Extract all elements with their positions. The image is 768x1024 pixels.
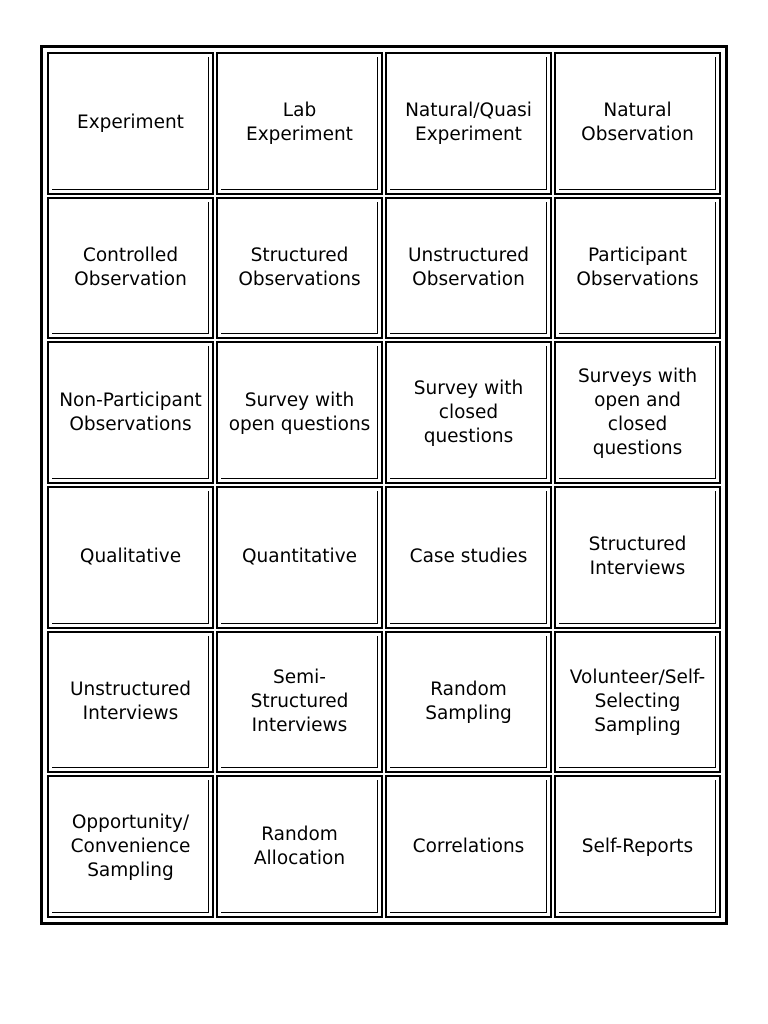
card-r2-c2 xyxy=(384,340,553,485)
card-label: Unstructured Observation xyxy=(408,244,529,290)
card-label: Survey with closed questions xyxy=(413,377,524,447)
card-r4-c0 xyxy=(46,630,215,775)
card-label: Unstructured Interviews xyxy=(70,678,191,724)
card-label: Natural/Quasi Experiment xyxy=(405,100,532,146)
card-r5-c2 xyxy=(384,774,553,919)
card-r4-c3 xyxy=(553,630,722,775)
card-r1-c3 xyxy=(553,196,722,341)
card-r0-c3 xyxy=(553,51,722,196)
card-label: Self-Reports xyxy=(581,835,694,857)
card-r1-c2 xyxy=(384,196,553,341)
card-label: Case studies xyxy=(409,546,528,568)
card-label: Structured Interviews xyxy=(588,534,687,580)
card-label: Volunteer/Self- Selecting Sampling xyxy=(569,666,706,736)
card-r0-c0 xyxy=(46,51,215,196)
card-r3-c0 xyxy=(46,485,215,630)
card-grid xyxy=(46,51,722,919)
card-r3-c3 xyxy=(553,485,722,630)
card-label: Surveys with open and closed questions xyxy=(577,365,698,459)
card-r1-c0 xyxy=(46,196,215,341)
card-r5-c0 xyxy=(46,774,215,919)
card-label: Natural Observation xyxy=(581,100,694,146)
card-label: Non-Participant Observations xyxy=(59,389,202,435)
card-r2-c3 xyxy=(553,340,722,485)
card-r5-c1 xyxy=(215,774,384,919)
card-r4-c2 xyxy=(384,630,553,775)
card-r3-c1 xyxy=(215,485,384,630)
card-r0-c2 xyxy=(384,51,553,196)
card-label: Random Allocation xyxy=(253,823,346,869)
card-label: Survey with open questions xyxy=(228,389,371,435)
card-r4-c1 xyxy=(215,630,384,775)
card-r2-c0 xyxy=(46,340,215,485)
card-label: Lab Experiment xyxy=(246,100,353,146)
card-label: Opportunity/ Convenience Sampling xyxy=(70,811,191,881)
card-r2-c1 xyxy=(215,340,384,485)
card-sheet xyxy=(40,45,728,925)
card-label: Qualitative xyxy=(79,546,182,568)
card-label: Random Sampling xyxy=(425,678,512,724)
card-r3-c2 xyxy=(384,485,553,630)
card-label: Experiment xyxy=(77,112,184,134)
card-label: Controlled Observation xyxy=(74,244,187,290)
card-r0-c1 xyxy=(215,51,384,196)
card-label: Participant Observations xyxy=(576,244,699,290)
card-r5-c3 xyxy=(553,774,722,919)
card-label: Quantitative xyxy=(241,546,358,568)
card-label: Semi- Structured Interviews xyxy=(250,666,349,736)
card-label: Correlations xyxy=(412,835,525,857)
card-r1-c1 xyxy=(215,196,384,341)
card-label: Structured Observations xyxy=(238,244,361,290)
